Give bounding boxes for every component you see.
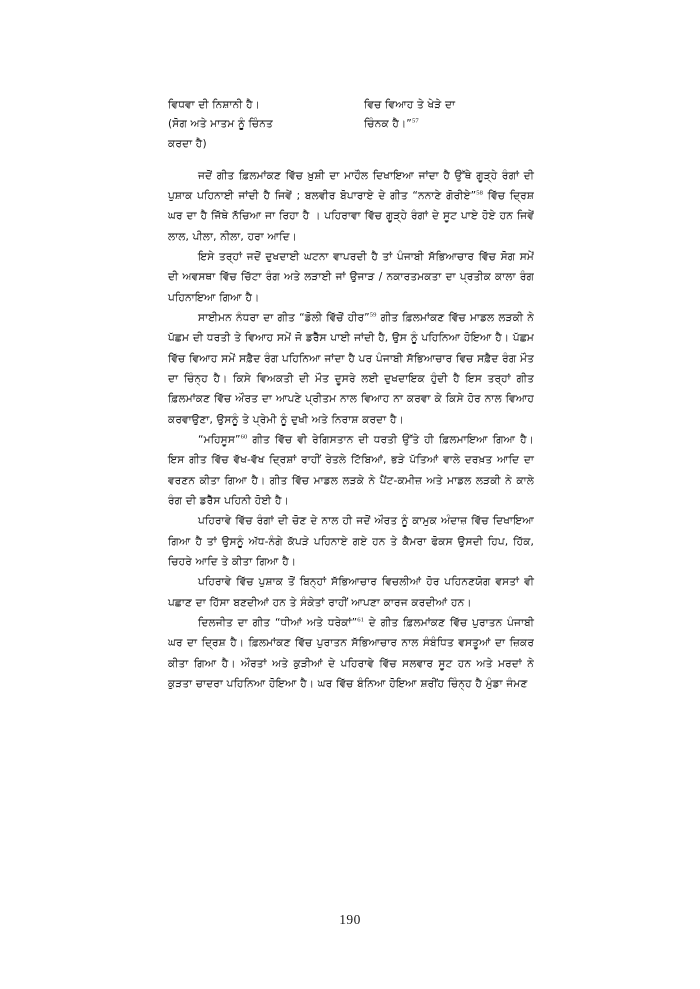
page-content-area: [168, 96, 534, 694]
paragraph-text: ਪਹਿਰਾਵੇ ਵਿੱਚ ਪੁਸ਼ਾਕ ਤੋਂ ਬਿਨ੍ਹਾਂ ਸੱਭਿਆਚਾਰ ਵਿਚਲੀਆਂ ਹੋਰ ਪਹਿਨਣਯੋਗ ਵਸਤਾਂ ਵੀ ਪਛਾਣ ਦਾ ਹਿੱਸਾ ਬਣਦੀਆਂ ਹਨ ਤੇ ਸੰਕੇਤਾਂ ਰਾਹੀਂ ਆਪਣਾ ਕਾਰਜ ਕਰਦੀਆਂ ਹਨ।: [168, 576, 534, 609]
verse-line: [168, 96, 534, 115]
verse-line-left: ਵਿਧਵਾ ਦੀ ਨਿਸ਼ਾਨੀ ਹੈ।: [168, 99, 261, 111]
paragraph-text: “ਮਹਿਸੂਸ”: [198, 434, 241, 447]
body-paragraph: [168, 511, 534, 572]
verse-block: [168, 96, 534, 154]
body-paragraph: [168, 247, 534, 308]
page-number: 190: [339, 912, 361, 927]
paragraph-text: ਪਹਿਰਾਵੇ ਵਿੱਚ ਰੰਗਾਂ ਦੀ ਚੋਣ ਦੇ ਨਾਲ ਹੀ ਜਦੋਂ ਔਰਤ ਨੂੰ ਕਾਮੁਕ ਅੰਦਾਜ਼ ਵਿੱਚ ਦਿਖਾਇਆ ਗਿਆ ਹੈ ਤਾਂ ਉਸਨੂੰ ਅੱਧ-ਨੰਗੇ ਕੱਪੜੇ ਪਹਿਨਾਏ ਗਏ ਹਨ ਤੇ ਕੈਮਰਾ ਫੋਕਸ ਉਸਦੀ ਹਿਪ, ਹਿੱਕ, ਚਿਹਰੇ ਆਦਿ ਤੇ ਕੀਤਾ ਗਿਆ ਹੈ।: [168, 515, 534, 569]
verse-line-right: [364, 115, 534, 134]
paragraph-text: ਵਿੱਚ ਦ੍ਰਿਸ਼ ਘਰ ਦਾ ਹੈ ਜਿੱਥੇ ਨੱਚਿਆ ਜਾ ਰਿਹਾ ਹੈ । ਪਹਿਰਾਵਾ ਵਿੱਚ ਗੂੜ੍ਹੇ ਰੰਗਾਂ ਦੇ ਸੂਟ ਪਾਏ ਹੋਏ ਹਨ ਜਿਵੇਂ ਲਾਲ, ਪੀਲਾ, ਨੀਲਾ, ਹਰਾ ਆਦਿ।: [168, 190, 534, 243]
paragraph-text: ਇਸੇ ਤਰ੍ਹਾਂ ਜਦੋਂ ਦੁਖਦਾਈ ਘਟਨਾ ਵਾਪਰਦੀ ਹੈ ਤਾਂ ਪੰਜਾਬੀ ਸੱਭਿਆਚਾਰ ਵਿੱਚ ਸੋਗ ਸਮੇਂ ਦੀ ਅਵਸਥਾ ਵਿੱਚ ਚਿੱਟਾ ਰੰਗ ਅਤੇ ਲੜਾਈ ਜਾਂ ਉਜਾੜ / ਨਕਾਰਤਮਕਤਾ ਦਾ ਪ੍ਰਤੀਕ ਕਾਲਾ ਰੰਗ ਪਹਿਨਾਇਆ ਗਿਆ ਹੈ।: [168, 251, 534, 304]
footnote-reference: 60: [240, 433, 248, 441]
verse-line-left: ਕਰਦਾ ਹੈ): [168, 137, 207, 150]
paragraph-text: ਦੇ ਗੀਤ ਫ਼ਿਲਮਾਂਕਣ ਵਿੱਚ ਪੁਰਾਤਨ ਪੰਜਾਬੀ ਘਰ ਦਾ ਦ੍ਰਿਸ਼ ਹੈ। ਫ਼ਿਲਮਾਂਕਣ ਵਿੱਚ ਪੁਰਾਤਨ ਸੱਭਿਆਚਾਰ ਨਾਲ ਸੰਬੰਧਿਤ ਵਸਤੂਆਂ ਦਾ ਜ਼ਿਕਰ ਕੀਤਾ ਗਿਆ ਹੈ। ਔਰਤਾਂ ਅਤੇ ਕੁੜੀਆਂ ਦੇ ਪਹਿਰਾਵੇ ਵਿੱਚ ਸਲਵਾਰ ਸੂਟ ਹਨ ਅਤੇ ਮਰਦਾਂ ਨੇ ਕੁੜਤਾ ਚਾਦਰਾ ਪਹਿਨਿਆ ਹੋਇਆ ਹੈ। ਘਰ ਵਿੱਚ ਬੰਨਿਆ ਹੋਇਆ ਸ਼ਰੀਂਹ ਚਿੰਨ੍ਹ ਹੈ ਮੁੰਡਾ ਜੰਮਣ: [168, 617, 535, 690]
verse-line-left: (ਸੋਗ ਅਤੇ ਮਾਤਮ ਨੂੰ ਚਿੰਨਤ: [168, 118, 273, 131]
footnote-reference: 58: [476, 189, 483, 197]
body-paragraph: [168, 572, 534, 613]
paragraph-text: ਗੀਤ ਵਿੱਚ ਵੀ ਰੇਗਿਸਤਾਨ ਦੀ ਧਰਤੀ ਉੱਤੇ ਹੀ ਫ਼ਿਲਮਾਇਆ ਗਿਆ ਹੈ। ਇਸ ਗੀਤ ਵਿੱਚ ਵੱਖ-ਵੱਖ ਦ੍ਰਿਸ਼ਾਂ ਰਾਹੀਂ ਰੇਤਲੇ ਟਿੱਬਿਆਂ, ਭੜੇ ਪੱਤਿਆਂ ਵਾਲੇ ਦਰਖ਼ਤ ਆਦਿ ਦਾ ਵਰਣਨ ਕੀਤਾ ਗਿਆ ਹੈ। ਗੀਤ ਵਿੱਚ ਮਾਡਲ ਲੜਕੇ ਨੇ ਪੈਂਟ-ਕਮੀਜ਼ ਅਤੇ ਮਾਡਲ ਲੜਕੀ ਨੇ ਕਾਲੇ ਰੰਗ ਦੀ ਡਰੈੱਸ ਪਹਿਨੀ ਹੋਈ ਹੈ।: [168, 434, 534, 508]
body-paragraph: [168, 430, 534, 511]
paragraph-text: ਸਾਈਮਨ ਨੰਧਰਾ ਦਾ ਗੀਤ “ਡੋਲੀ ਵਿੱਚੋਂ ਹੀਰ”: [198, 312, 370, 325]
verse-line-right-text: ਚਿੰਨਕ ਹੈ।”: [364, 118, 412, 131]
verse-line-right-text: ਵਿਚ ਵਿਆਹ ਤੇ ਖੇੜੇ ਦਾ: [364, 99, 456, 111]
body-paragraph: [168, 613, 534, 694]
verse-line: [168, 135, 534, 154]
verse-line: [168, 115, 534, 134]
paragraph-text: ਦਿਲਜੀਤ ਦਾ ਗੀਤ “ਧੀਆਂ ਅਤੇ ਧਰੇਕਾਂ”: [198, 617, 358, 630]
footnote-reference: 57: [411, 117, 419, 125]
paragraph-text: ਗੀਤ ਫ਼ਿਲਮਾਂਕਣ ਵਿੱਚ ਮਾਡਲ ਲੜਕੀ ਨੇ ਪੱਛਮ ਦੀ ਧਰਤੀ ਤੇ ਵਿਆਹ ਸਮੇਂ ਜੋ ਡਰੈੱਸ ਪਾਈ ਜਾਂਦੀ ਹੈ, ਉਸ ਨੂੰ ਪਹਿਨਿਆ ਹੋਇਆ ਹੈ। ਪੱਛਮ ਵਿੱਚ ਵਿਆਹ ਸਮੇਂ ਸਫ਼ੈਦ ਰੰਗ ਪਹਿਨਿਆ ਜਾਂਦਾ ਹੈ ਪਰ ਪੰਜਾਬੀ ਸੱਭਿਆਚਾਰ ਵਿਚ ਸਫ਼ੈਦ ਰੰਗ ਮੌਤ ਦਾ ਚਿੰਨ੍ਹ ਹੈ। ਕਿਸੇ ਵਿਅਕਤੀ ਦੀ ਮੌਤ ਦੂਸਰੇ ਲਈ ਦੁਖਦਾਇਕ ਹੁੰਦੀ ਹੈ ਇਸ ਤਰ੍ਹਾਂ ਗੀਤ ਫ਼ਿਲਮਾਂਕਣ ਵਿੱਚ ਔਰਤ ਦਾ ਆਪਣੇ ਪ੍ਰੀਤਮ ਨਾਲ ਵਿਆਹ ਨਾ ਕਰਵਾ ਕੇ ਕਿਸੇ ਹੋਰ ਨਾਲ ਵਿਆਹ ਕਰਵਾਉਣਾ, ਉਸਨੂੰ ਤੇ ਪ੍ਰੇਮੀ ਨੂੰ ਦੁਖੀ ਅਤੇ ਨਿਰਾਸ਼ ਕਰਦਾ ਹੈ।: [168, 312, 535, 426]
body-paragraphs: [168, 166, 534, 695]
verse-line-right: [364, 96, 534, 115]
body-paragraph: [168, 308, 534, 430]
paragraph-text: ਜਦੋਂ ਗੀਤ ਫ਼ਿਲਮਾਂਕਣ ਵਿੱਚ ਖ਼ੁਸ਼ੀ ਦਾ ਮਾਹੌਲ ਦਿਖਾਇਆ ਜਾਂਦਾ ਹੈ ਉੱਥੇ ਗੂੜ੍ਹੇ ਰੰਗਾਂ ਦੀ ਪੁਸ਼ਾਕ ਪਹਿਨਾਈ ਜਾਂਦੀ ਹੈ ਜਿਵੇਂ ; ਬਲਵੀਰ ਬੋਪਾਰਾਏ ਦੇ ਗੀਤ “ਨਨਾਣੇ ਗੋਰੀਏ”: [168, 169, 534, 203]
footnote-reference: 59: [369, 311, 377, 319]
footnote-reference: 61: [357, 616, 364, 624]
body-paragraph: [168, 166, 534, 247]
